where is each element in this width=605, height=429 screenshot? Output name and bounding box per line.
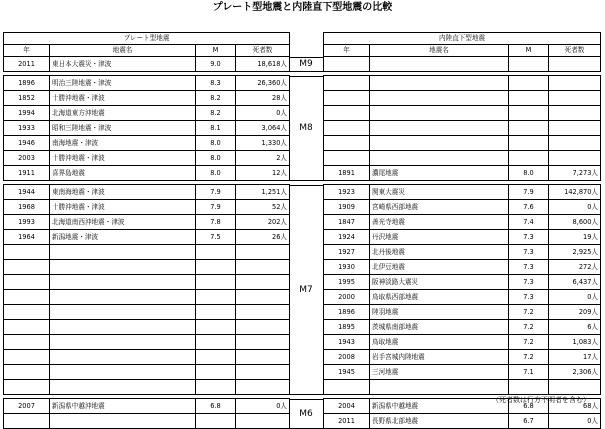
cell-year (4, 290, 50, 305)
cell-year (4, 335, 50, 350)
table-row (324, 76, 601, 91)
cell-year (4, 320, 50, 335)
table-row (4, 365, 290, 380)
cell-mag: 6.7 (509, 414, 549, 429)
cell-year (324, 380, 370, 395)
cell-name: 善光寺地震 (370, 215, 509, 230)
table-row (4, 185, 290, 200)
cell-mag: 7.3 (509, 230, 549, 245)
cell-deaths (236, 335, 290, 350)
cell-mag (196, 380, 236, 395)
cell-year (324, 121, 370, 136)
cell-year (324, 151, 370, 166)
cell-deaths (236, 380, 290, 395)
cell-year: 1927 (324, 245, 370, 260)
table-row (324, 380, 601, 395)
cell-name (50, 305, 196, 320)
cell-mag: 7.3 (509, 260, 549, 275)
cell-year: 2008 (324, 350, 370, 365)
table-row (324, 136, 601, 151)
cell-year: 2000 (324, 290, 370, 305)
cell-deaths: 28人 (236, 91, 290, 106)
cell-mag: 7.4 (509, 215, 549, 230)
table-row (4, 200, 290, 215)
cell-deaths (236, 275, 290, 290)
cell-deaths: 272人 (549, 260, 601, 275)
cell-year: 1994 (4, 106, 50, 121)
cell-deaths: 68人 (549, 399, 601, 414)
col-mag: M (196, 45, 236, 57)
cell-deaths: 26人 (236, 230, 290, 245)
cell-name (50, 260, 196, 275)
cell-deaths (549, 76, 601, 91)
cell-year (324, 91, 370, 106)
cell-name (370, 57, 509, 72)
cell-deaths: 2,306人 (549, 365, 601, 380)
cell-name (50, 290, 196, 305)
cell-name: 北海道南西沖地震・津波 (50, 215, 196, 230)
cell-deaths (236, 350, 290, 365)
cell-year: 1895 (324, 320, 370, 335)
cell-mag (196, 245, 236, 260)
table-row (324, 260, 601, 275)
cell-year: 2011 (4, 57, 50, 72)
table-row (4, 106, 290, 121)
cell-name (50, 350, 196, 365)
cell-mag: 6.8 (196, 399, 236, 414)
magnitude-label: M9 (289, 57, 323, 72)
cell-year: 1945 (324, 365, 370, 380)
cell-year: 1944 (4, 185, 50, 200)
cell-name: 宮崎県西部地震 (370, 200, 509, 215)
cell-mag (509, 106, 549, 121)
cell-mag: 8.0 (509, 166, 549, 181)
table-row (4, 166, 290, 181)
cell-year (4, 260, 50, 275)
table-row (324, 200, 601, 215)
cell-name (370, 76, 509, 91)
cell-year: 1993 (4, 215, 50, 230)
cell-name: 茨城県南部地震 (370, 320, 509, 335)
cell-year: 1943 (324, 335, 370, 350)
cell-mag: 7.3 (509, 275, 549, 290)
table-row (4, 320, 290, 335)
cell-year (4, 365, 50, 380)
cell-deaths: 1,251人 (236, 185, 290, 200)
cell-year: 1896 (4, 76, 50, 91)
cell-deaths (236, 414, 290, 429)
table-row (4, 290, 290, 305)
cell-name: 濃尾地震 (370, 166, 509, 181)
cell-name: 岩手宮城内陸地震 (370, 350, 509, 365)
cell-deaths: 6人 (549, 320, 601, 335)
cell-year (324, 76, 370, 91)
cell-name (370, 151, 509, 166)
cell-name (370, 380, 509, 395)
cell-mag (509, 136, 549, 151)
cell-mag: 7.6 (509, 200, 549, 215)
cell-name: 長野県北部地震 (370, 414, 509, 429)
cell-year: 2003 (4, 151, 50, 166)
magnitude-label: M6 (289, 399, 323, 429)
table-row (324, 365, 601, 380)
cell-year: 2004 (324, 399, 370, 414)
cell-deaths: 18,618人 (236, 57, 290, 72)
cell-year: 1933 (4, 121, 50, 136)
cell-name: 鳥取地震 (370, 335, 509, 350)
cell-name: 北海道東方沖地震 (50, 106, 196, 121)
cell-mag: 8.2 (196, 91, 236, 106)
cell-deaths: 209人 (549, 305, 601, 320)
cell-mag (196, 350, 236, 365)
col-name: 地震名 (50, 45, 196, 57)
cell-deaths: 26,360人 (236, 76, 290, 91)
col-deaths: 死者数 (549, 45, 601, 57)
cell-year (4, 305, 50, 320)
cell-mag (509, 121, 549, 136)
cell-name (370, 91, 509, 106)
cell-mag (196, 414, 236, 429)
cell-mag (196, 275, 236, 290)
cell-year: 2007 (4, 399, 50, 414)
cell-name (50, 320, 196, 335)
table-row (324, 230, 601, 245)
cell-deaths (549, 91, 601, 106)
cell-name: 北丹後地震 (370, 245, 509, 260)
table-row (4, 76, 290, 91)
table-row (324, 350, 601, 365)
cell-deaths: 0人 (236, 399, 290, 414)
cell-mag (196, 290, 236, 305)
cell-name: 関東大震災 (370, 185, 509, 200)
cell-mag: 7.2 (509, 335, 549, 350)
cell-mag: 7.3 (509, 290, 549, 305)
cell-deaths (549, 121, 601, 136)
cell-deaths: 12人 (236, 166, 290, 181)
cell-deaths: 1,330人 (236, 136, 290, 151)
table-row (4, 399, 290, 414)
cell-name: 南海地震・津波 (50, 136, 196, 151)
cell-deaths (236, 365, 290, 380)
col-mag: M (509, 45, 549, 57)
cell-name: 陸羽地震 (370, 305, 509, 320)
cell-deaths: 0人 (549, 290, 601, 305)
cell-mag: 7.2 (509, 320, 549, 335)
cell-name: 新潟県中越沖地震 (50, 399, 196, 414)
cell-mag (509, 57, 549, 72)
table-row (4, 335, 290, 350)
table-row (324, 106, 601, 121)
cell-year: 1995 (324, 275, 370, 290)
cell-year (4, 350, 50, 365)
cell-deaths: 202人 (236, 215, 290, 230)
cell-mag (196, 260, 236, 275)
cell-name: 新潟地震・津波 (50, 230, 196, 245)
cell-deaths (236, 245, 290, 260)
cell-deaths (236, 260, 290, 275)
cell-name (50, 275, 196, 290)
plate-earthquake-table (3, 32, 290, 429)
table-row (324, 215, 601, 230)
cell-name (50, 335, 196, 350)
cell-year (324, 136, 370, 151)
cell-year (324, 57, 370, 72)
cell-deaths: 0人 (549, 200, 601, 215)
cell-year: 1911 (4, 166, 50, 181)
cell-deaths: 3,064人 (236, 121, 290, 136)
cell-deaths (549, 380, 601, 395)
cell-name: 東日本大震災・津波 (50, 57, 196, 72)
group-header: 内陸直下型地震 (324, 33, 601, 45)
table-row (4, 414, 290, 429)
table-row (4, 91, 290, 106)
cell-deaths: 52人 (236, 200, 290, 215)
cell-name: 明治三陸地震・津波 (50, 76, 196, 91)
cell-year: 1964 (4, 230, 50, 245)
table-row (324, 245, 601, 260)
cell-mag: 7.8 (196, 215, 236, 230)
cell-deaths (549, 106, 601, 121)
col-deaths: 死者数 (236, 45, 290, 57)
cell-mag: 7.1 (509, 365, 549, 380)
cell-mag: 8.2 (196, 106, 236, 121)
cell-name (50, 365, 196, 380)
page-title: プレート型地震と内陸直下型地震の比較 (212, 2, 393, 13)
table-row (324, 305, 601, 320)
cell-deaths: 17人 (549, 350, 601, 365)
cell-name: 三河地震 (370, 365, 509, 380)
table-row (4, 57, 290, 72)
cell-mag: 7.2 (509, 350, 549, 365)
cell-mag: 9.0 (196, 57, 236, 72)
cell-name (50, 414, 196, 429)
cell-mag: 7.5 (196, 230, 236, 245)
cell-year: 1924 (324, 230, 370, 245)
magnitude-label: M8 (289, 76, 323, 181)
table-row (324, 91, 601, 106)
table-row (4, 136, 290, 151)
cell-deaths: 1,083人 (549, 335, 601, 350)
col-year: 年 (324, 45, 370, 57)
cell-year: 1930 (324, 260, 370, 275)
group-header: プレート型地震 (4, 33, 290, 45)
table-row (324, 414, 601, 429)
col-name: 地震名 (370, 45, 509, 57)
cell-year (4, 275, 50, 290)
cell-mag (509, 151, 549, 166)
table-row (4, 245, 290, 260)
cell-year: 1909 (324, 200, 370, 215)
inland-earthquake-table (323, 32, 601, 429)
cell-year (324, 106, 370, 121)
cell-name (370, 121, 509, 136)
table-row (324, 335, 601, 350)
cell-name: 喜界島地震 (50, 166, 196, 181)
magnitude-label: M7 (289, 185, 323, 395)
cell-year (4, 414, 50, 429)
cell-mag (196, 305, 236, 320)
cell-deaths (549, 57, 601, 72)
table-row (324, 151, 601, 166)
col-year: 年 (4, 45, 50, 57)
table-row (4, 305, 290, 320)
cell-deaths: 0人 (549, 414, 601, 429)
cell-deaths: 8,600人 (549, 215, 601, 230)
cell-deaths: 2人 (236, 151, 290, 166)
table-row (324, 185, 601, 200)
table-row (4, 151, 290, 166)
table-row (324, 290, 601, 305)
cell-year (4, 380, 50, 395)
footnote: （死者数は行方不明者を含む） (492, 396, 590, 404)
table-row (324, 275, 601, 290)
cell-mag (196, 320, 236, 335)
table-row (4, 275, 290, 290)
cell-year: 1968 (4, 200, 50, 215)
cell-mag: 8.0 (196, 151, 236, 166)
cell-mag: 7.9 (196, 185, 236, 200)
table-row (324, 320, 601, 335)
table-row (324, 121, 601, 136)
table-row (324, 166, 601, 181)
cell-deaths: 0人 (236, 106, 290, 121)
cell-name (50, 380, 196, 395)
cell-deaths (549, 136, 601, 151)
cell-name: 十勝沖地震・津波 (50, 200, 196, 215)
cell-mag (509, 76, 549, 91)
cell-year: 1923 (324, 185, 370, 200)
cell-mag: 8.0 (196, 166, 236, 181)
cell-name: 北伊豆地震 (370, 260, 509, 275)
cell-deaths: 2,925人 (549, 245, 601, 260)
cell-deaths (236, 305, 290, 320)
cell-name: 丹沢地震 (370, 230, 509, 245)
cell-year: 1852 (4, 91, 50, 106)
cell-mag (509, 91, 549, 106)
cell-deaths: 19人 (549, 230, 601, 245)
cell-deaths (236, 290, 290, 305)
cell-mag: 8.0 (196, 136, 236, 151)
cell-name: 十勝沖地震・津波 (50, 151, 196, 166)
table-row (4, 230, 290, 245)
cell-deaths: 142,870人 (549, 185, 601, 200)
cell-name: 東南海地震・津波 (50, 185, 196, 200)
cell-name (370, 106, 509, 121)
cell-mag: 8.3 (196, 76, 236, 91)
cell-mag (196, 365, 236, 380)
cell-mag: 7.9 (196, 200, 236, 215)
cell-mag: 7.3 (509, 245, 549, 260)
cell-deaths: 6,437人 (549, 275, 601, 290)
cell-mag: 7.2 (509, 305, 549, 320)
cell-name: 新潟県中越地震 (370, 399, 509, 414)
table-row (4, 121, 290, 136)
cell-year: 1891 (324, 166, 370, 181)
table-row (4, 260, 290, 275)
table-row (324, 57, 601, 72)
cell-name (50, 245, 196, 260)
cell-mag: 7.9 (509, 185, 549, 200)
cell-name: 阪神淡路大震災 (370, 275, 509, 290)
cell-name (370, 136, 509, 151)
cell-deaths (236, 320, 290, 335)
cell-year: 2011 (324, 414, 370, 429)
table-row (4, 215, 290, 230)
cell-mag (196, 335, 236, 350)
cell-name: 鳥取県西部地震 (370, 290, 509, 305)
cell-mag: 6.8 (509, 399, 549, 414)
table-row (4, 350, 290, 365)
cell-name: 十勝沖地震・津波 (50, 91, 196, 106)
cell-mag (509, 380, 549, 395)
cell-deaths: 7,273人 (549, 166, 601, 181)
cell-year: 1946 (4, 136, 50, 151)
cell-year: 1896 (324, 305, 370, 320)
cell-year (4, 245, 50, 260)
cell-mag: 8.1 (196, 121, 236, 136)
table-row (4, 380, 290, 395)
cell-name: 昭和三陸地震・津波 (50, 121, 196, 136)
cell-year: 1847 (324, 215, 370, 230)
cell-deaths (549, 151, 601, 166)
